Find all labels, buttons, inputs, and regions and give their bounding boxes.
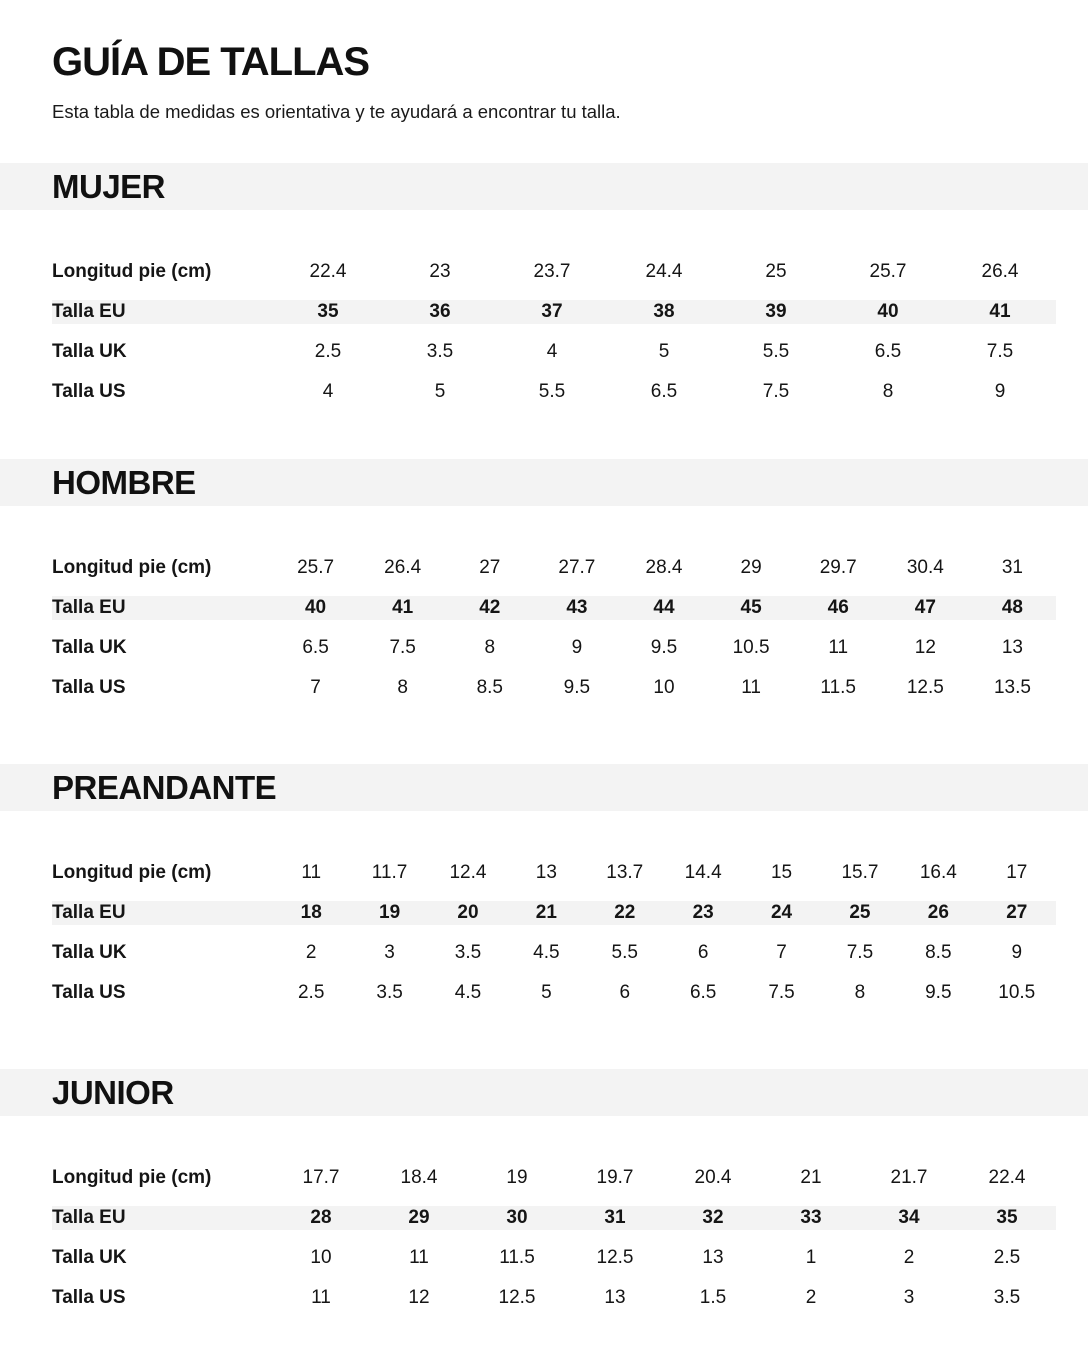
size-cell: 8: [484, 637, 496, 658]
size-cell: 42: [446, 588, 533, 628]
row-label: Talla UK: [52, 1247, 127, 1268]
size-cell: 12.5: [906, 677, 944, 698]
row-uk-size: [52, 1238, 1056, 1278]
size-cell: 2.5: [314, 341, 342, 362]
row-us-size: [52, 668, 1056, 708]
size-cell: 6: [619, 982, 631, 1003]
row-label: Talla UK: [52, 942, 127, 963]
size-cell: 21: [800, 1167, 822, 1188]
row-foot-length: [52, 1158, 1056, 1198]
size-cell: 28: [272, 1198, 370, 1238]
row-foot-length: [52, 548, 1056, 588]
size-cell: 6.5: [302, 637, 329, 658]
size-cell: 5.5: [762, 341, 790, 362]
size-cell: 23: [429, 261, 451, 282]
size-cell: 7: [776, 942, 787, 963]
section-title: HOMBRE: [52, 464, 196, 501]
size-cell: 1.5: [699, 1287, 727, 1308]
size-cell: 7: [310, 677, 321, 698]
size-cell: 11.5: [820, 677, 856, 698]
row-foot-length: [52, 252, 1056, 292]
size-cell: 5.5: [538, 381, 566, 402]
size-cell: 10: [310, 1247, 332, 1268]
size-cell: 11: [828, 637, 849, 658]
size-cell: 27: [978, 893, 1056, 933]
size-cell: 22.4: [988, 1167, 1026, 1188]
section-title: PREANDANTE: [52, 769, 277, 806]
size-cell: 13: [535, 862, 557, 883]
size-cell: 13: [604, 1287, 626, 1308]
section-title: JUNIOR: [52, 1074, 174, 1111]
size-cell: 12: [914, 637, 936, 658]
size-cell: 14.4: [684, 862, 722, 883]
size-cell: 2: [305, 942, 317, 963]
size-cell: 39: [720, 292, 832, 332]
row-eu-size: [52, 588, 1056, 628]
size-cell: 29: [740, 557, 762, 578]
row-us-size: [52, 372, 1056, 412]
size-cell: 3: [903, 1287, 915, 1308]
size-cell: 48: [969, 588, 1056, 628]
size-cell: 20: [429, 893, 507, 933]
row-foot-length: [52, 853, 1056, 893]
size-cell: 12.5: [498, 1287, 536, 1308]
size-cell: 13.5: [993, 677, 1031, 698]
size-cell: 41: [944, 292, 1056, 332]
size-cell: 24.4: [645, 261, 683, 282]
row-label: Talla EU: [52, 588, 272, 628]
size-cell: 24: [742, 893, 820, 933]
size-cell: 3.5: [426, 341, 454, 362]
size-cell: 16.4: [919, 862, 957, 883]
size-cell: 2.5: [297, 982, 325, 1003]
size-cell: 46: [795, 588, 882, 628]
size-cell: 4.5: [454, 982, 482, 1003]
size-cell: 43: [533, 588, 620, 628]
size-cell: 7.5: [762, 381, 790, 402]
size-cell: 9.5: [563, 677, 591, 698]
size-cell: 11: [301, 862, 322, 883]
size-cell: 3.5: [376, 982, 403, 1003]
row-label: Talla US: [52, 982, 126, 1003]
size-cell: 28.4: [645, 557, 683, 578]
size-cell: 21: [507, 893, 585, 933]
size-cell: 36: [384, 292, 496, 332]
size-cell: 5: [541, 982, 552, 1003]
row-label: Talla UK: [52, 637, 127, 658]
size-cell: 2: [903, 1247, 915, 1268]
size-cell: 25: [765, 261, 787, 282]
size-cell: 20.4: [694, 1167, 732, 1188]
row-label: Talla US: [52, 381, 126, 402]
size-cell: 13.7: [606, 862, 644, 883]
section-title: MUJER: [52, 168, 166, 205]
size-cell: 40: [272, 588, 359, 628]
row-label: Talla EU: [52, 292, 272, 332]
row-us-size: [52, 1278, 1056, 1318]
size-cell: 32: [664, 1198, 762, 1238]
size-cell: 4: [322, 381, 334, 402]
size-cell: 33: [762, 1198, 860, 1238]
size-cell: 1: [805, 1247, 817, 1268]
size-cell: 47: [882, 588, 969, 628]
size-cell: 31: [566, 1198, 664, 1238]
size-cell: 11: [741, 677, 761, 698]
size-cell: 11: [311, 1287, 331, 1308]
size-cell: 5: [434, 381, 446, 402]
size-cell: 29: [370, 1198, 468, 1238]
row-label: Longitud pie (cm): [52, 862, 212, 883]
size-cell: 38: [608, 292, 720, 332]
size-cell: 15.7: [841, 862, 879, 883]
size-cell: 45: [708, 588, 795, 628]
size-cell: 2.5: [993, 1247, 1021, 1268]
size-cell: 11.5: [499, 1247, 535, 1268]
size-cell: 13: [1001, 637, 1023, 658]
page-title: GUÍA DE TALLAS: [52, 40, 370, 84]
row-eu-size: [52, 1198, 1056, 1238]
size-cell: 29.7: [819, 557, 857, 578]
size-table: [52, 548, 1056, 708]
size-cell: 4: [546, 341, 558, 362]
row-eu-size: [52, 292, 1056, 332]
size-cell: 7.5: [768, 982, 795, 1003]
size-cell: 35: [958, 1198, 1056, 1238]
size-cell: 13: [702, 1247, 724, 1268]
size-cell: 40: [832, 292, 944, 332]
size-cell: 15: [770, 862, 793, 883]
size-cell: 11.7: [371, 862, 408, 883]
row-label: Talla EU: [52, 1198, 272, 1238]
size-cell: 44: [620, 588, 707, 628]
size-cell: 7.5: [389, 637, 416, 658]
size-cell: 17: [1006, 862, 1028, 883]
size-cell: 21.7: [890, 1167, 928, 1188]
size-cell: 9.5: [650, 637, 678, 658]
size-cell: 17.7: [302, 1167, 340, 1188]
size-cell: 3: [384, 942, 395, 963]
size-cell: 23: [664, 893, 742, 933]
size-cell: 9: [571, 637, 583, 658]
row-label: Talla EU: [52, 893, 272, 933]
size-cell: 11: [409, 1247, 429, 1268]
size-cell: 26.4: [384, 557, 422, 578]
size-cell: 30: [468, 1198, 566, 1238]
size-cell: 19: [350, 893, 428, 933]
row-eu-size: [52, 893, 1056, 933]
size-cell: 19: [506, 1167, 528, 1188]
size-cell: 41: [359, 588, 446, 628]
size-cell: 8.5: [476, 677, 503, 698]
size-cell: 18.4: [400, 1167, 438, 1188]
size-cell: 5.5: [611, 942, 638, 963]
size-cell: 12.5: [596, 1247, 634, 1268]
size-cell: 12.4: [449, 862, 487, 883]
row-uk-size: [52, 933, 1056, 973]
size-cell: 27: [479, 557, 501, 578]
size-cell: 6.5: [874, 341, 902, 362]
size-cell: 8.5: [925, 942, 952, 963]
size-cell: 25.7: [869, 261, 907, 282]
size-cell: 35: [272, 292, 384, 332]
size-cell: 5: [658, 341, 670, 362]
size-cell: 22: [586, 893, 664, 933]
size-cell: 18: [272, 893, 350, 933]
size-cell: 34: [860, 1198, 958, 1238]
row-label: Talla US: [52, 1287, 126, 1308]
size-cell: 6.5: [650, 381, 678, 402]
size-cell: 2: [805, 1287, 817, 1308]
size-cell: 8: [882, 381, 894, 402]
size-cell: 10: [653, 677, 675, 698]
intro-text: Esta tabla de medidas es orientativa y te ayudará a encontrar tu talla.: [52, 101, 621, 122]
size-cell: 6.5: [689, 982, 717, 1003]
row-label: Talla UK: [52, 341, 127, 362]
row-label: Talla US: [52, 677, 126, 698]
size-cell: 26: [899, 893, 977, 933]
size-cell: 25: [821, 893, 899, 933]
size-cell: 25.7: [297, 557, 335, 578]
size-cell: 8: [397, 677, 408, 698]
size-table: [52, 853, 1056, 1013]
size-cell: 10.5: [998, 982, 1036, 1003]
size-cell: 9: [994, 381, 1006, 402]
row-label: Longitud pie (cm): [52, 557, 212, 578]
size-cell: 27.7: [558, 557, 596, 578]
size-cell: 37: [496, 292, 608, 332]
size-cell: 9.5: [925, 982, 952, 1003]
size-cell: 9: [1011, 942, 1023, 963]
size-cell: 4.5: [533, 942, 560, 963]
size-cell: 12: [408, 1287, 430, 1308]
size-cell: 8: [854, 982, 866, 1003]
size-cell: 6: [697, 942, 709, 963]
size-cell: 7.5: [846, 942, 874, 963]
size-cell: 7.5: [986, 341, 1014, 362]
size-cell: 23.7: [533, 261, 571, 282]
row-us-size: [52, 973, 1056, 1013]
size-cell: 31: [1001, 557, 1023, 578]
row-uk-size: [52, 332, 1056, 372]
size-cell: 3.5: [993, 1287, 1021, 1308]
row-label: Longitud pie (cm): [52, 1167, 212, 1188]
row-uk-size: [52, 628, 1056, 668]
size-cell: 3.5: [454, 942, 482, 963]
size-table: [52, 1158, 1056, 1318]
size-cell: 10.5: [732, 637, 770, 658]
size-table: [52, 252, 1056, 412]
size-cell: 30.4: [906, 557, 944, 578]
size-cell: 19.7: [596, 1167, 634, 1188]
row-label: Longitud pie (cm): [52, 261, 212, 282]
size-cell: 26.4: [981, 261, 1019, 282]
size-cell: 22.4: [309, 261, 347, 282]
